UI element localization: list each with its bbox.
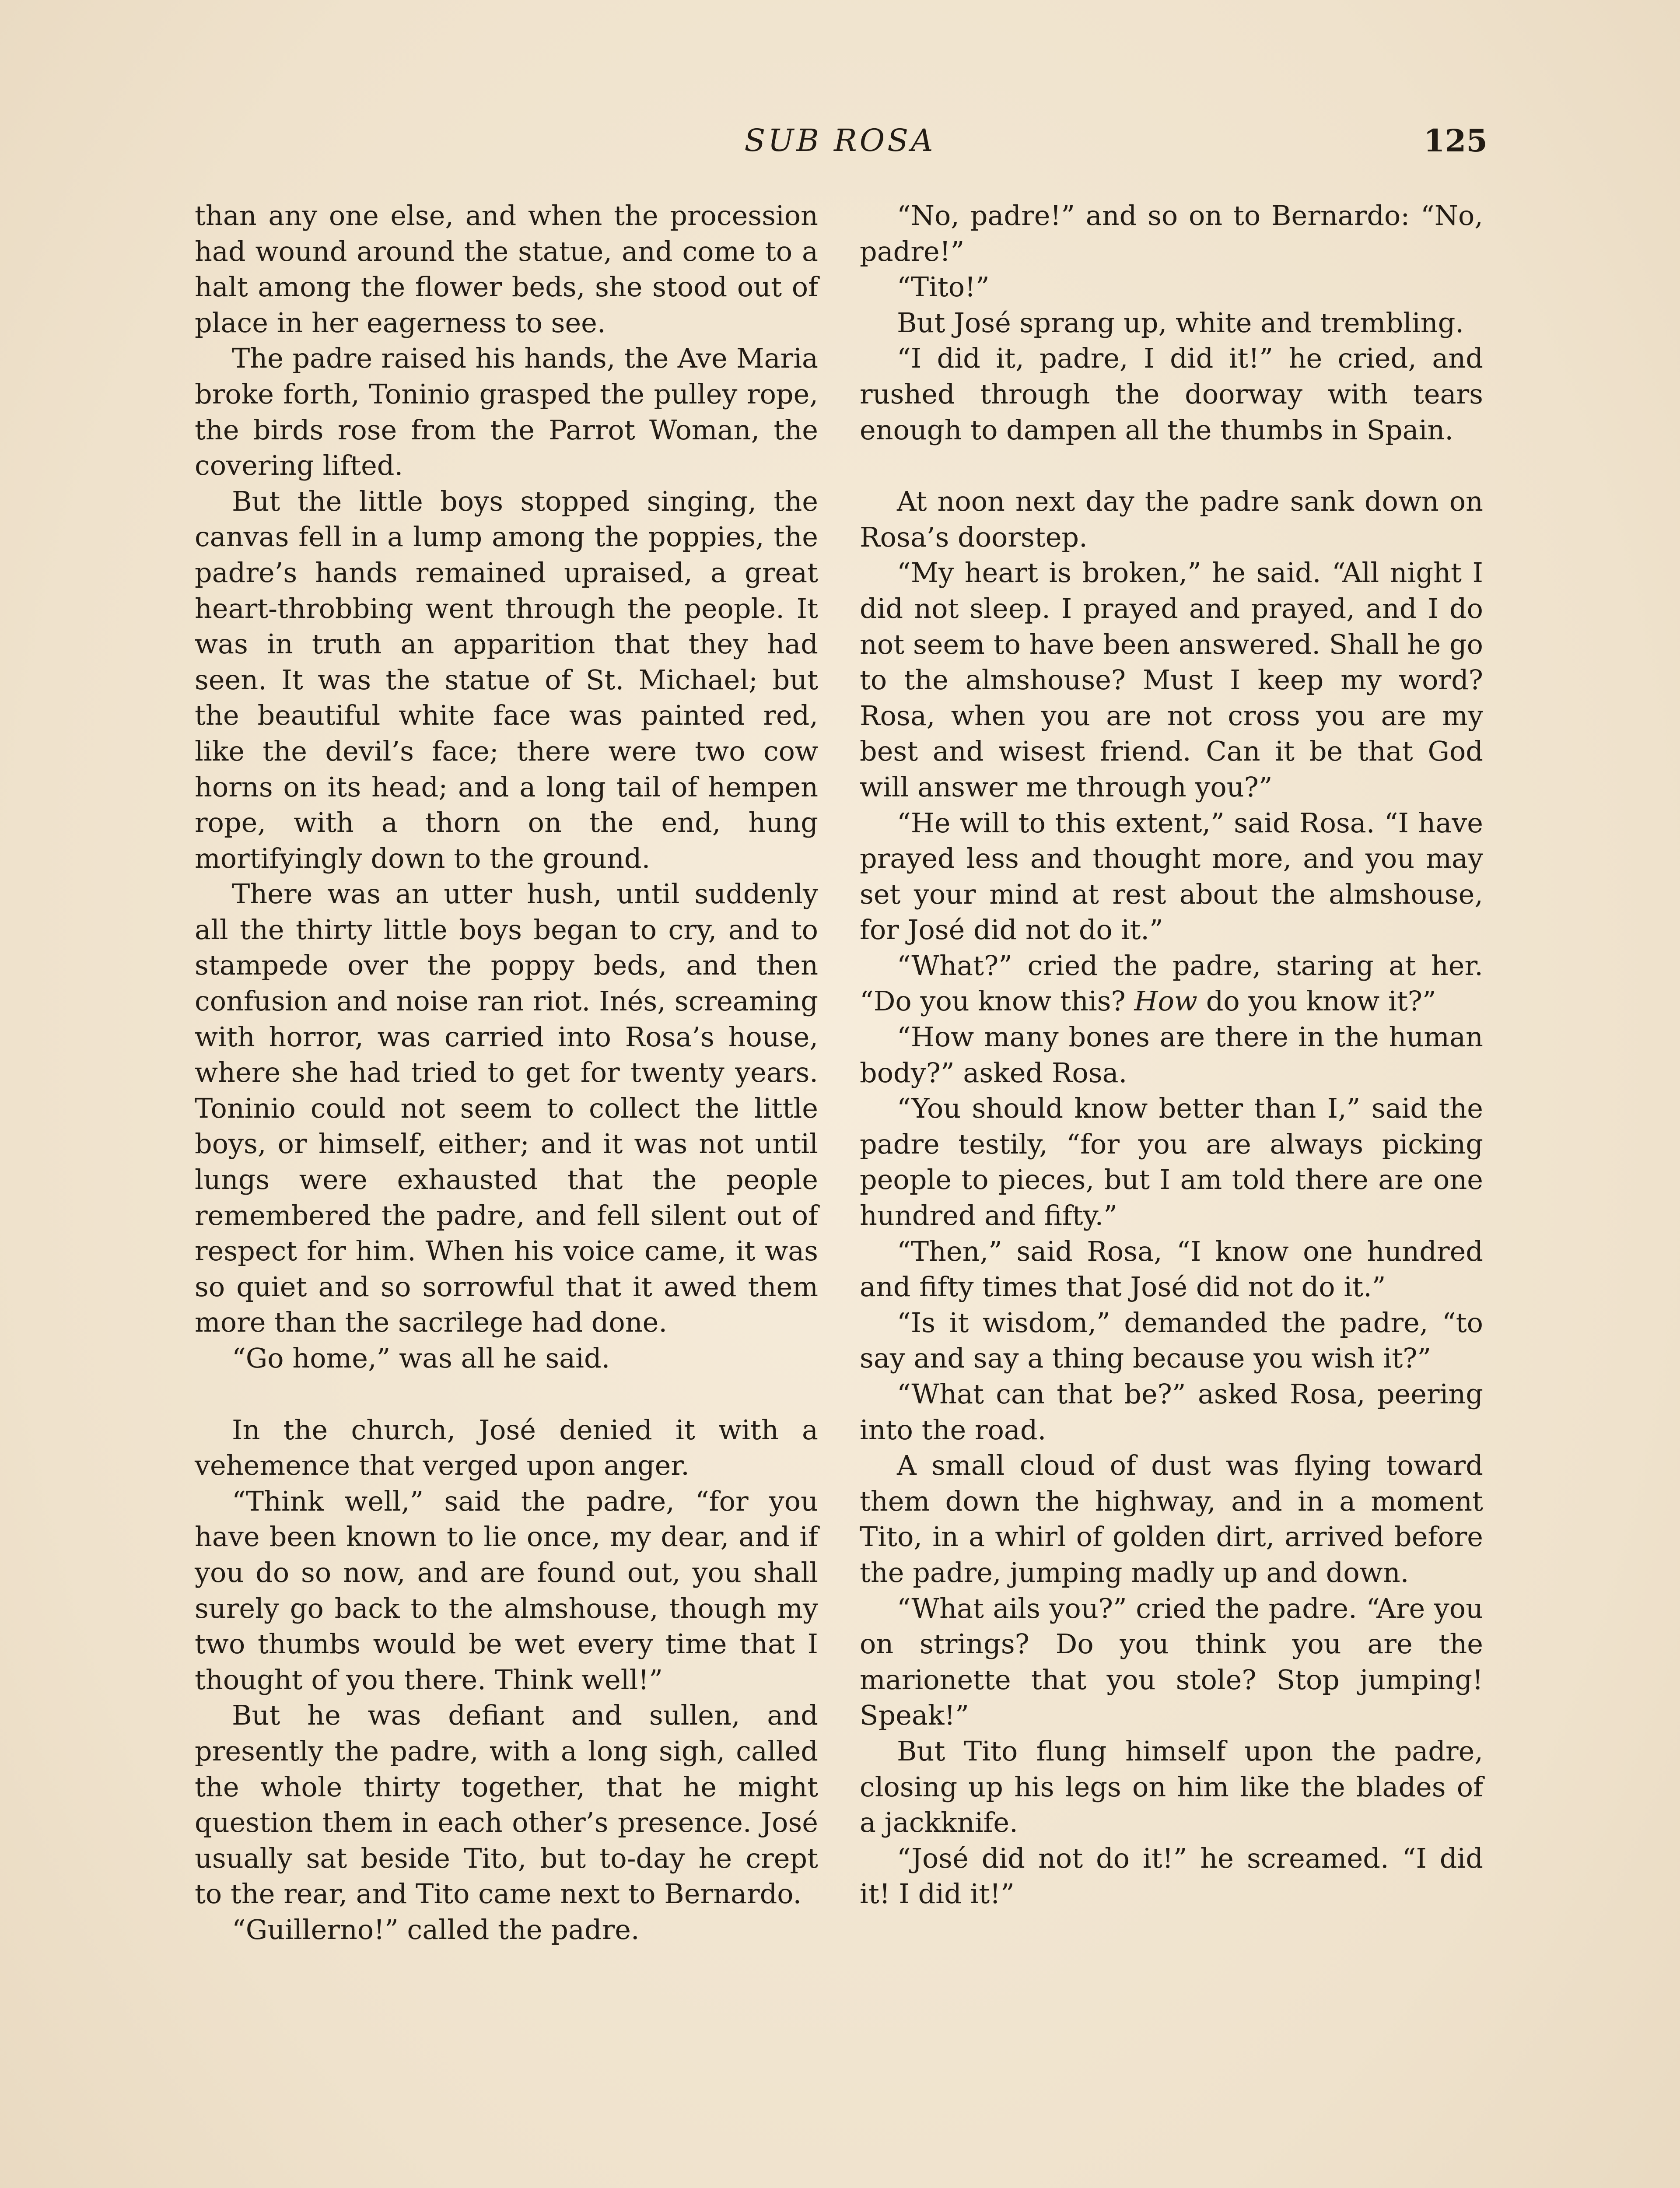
paragraph: “Is it wisdom,” demanded the padre, “to say and say a thing because you wish it?”: [860, 1306, 1483, 1375]
paragraph-text: “What?” cried the padre, staring at her. “Do you know this?: [860, 949, 1483, 1017]
paragraph: The padre raised his hands, the Ave Maria broke forth, Toninio grasped the pulley rope, the birds rose from the Parrot Woman, the covering lifted.: [195, 342, 818, 482]
italic-emphasis: How: [1134, 985, 1197, 1017]
right-column: [860, 198, 1483, 1912]
paragraph: “He will to this extent,” said Rosa. “I have prayed less and thought more, and you may set your mind at rest about the almshouse, for José did not do it.”: [860, 806, 1483, 946]
paragraph: But Tito flung himself upon the padre, closing up his legs on him like the blades of a jackknife.: [860, 1735, 1483, 1839]
paragraph: There was an utter hush, until suddenly all the thirty little boys began to cry, and to stampede over the poppy beds, and then confusion and noise ran riot. Inés, screaming with horror, was carried into Rosa’s house, where she had tried to get for twenty years. Toninio could not seem to collect the little boys, or himself, either; and it was not until lungs were exhausted that the people remembered the padre, and fell silent out of respect for him. When his voice came, it was so quiet and so sorrowful that it awed them more than the sacrilege had done.: [195, 878, 818, 1339]
paragraph: than any one else, and when the procession had wound around the statue, and come to a halt among the flower beds, she stood out of place in her eagerness to see.: [195, 200, 818, 339]
paragraph: “I did it, padre, I did it!” he cried, and rushed through the doorway with tears enough to dampen all the thumbs in Spain.: [860, 342, 1483, 446]
paragraph-text: do you know it?”: [1206, 985, 1436, 1017]
page-header: [192, 119, 1488, 167]
paragraph: “No, padre!” and so on to Bernardo: “No, padre!”: [860, 200, 1483, 267]
paragraph: “You should know better than I,” said the padre testily, “for you are always picking people to pieces, but I am told there are one hundred and fifty.”: [860, 1092, 1483, 1232]
paragraph: [860, 948, 1483, 1019]
paragraph: But José sprang up, white and trembling.: [897, 306, 1464, 339]
left-column: [195, 198, 818, 1948]
paragraph: “Guillerno!” called the padre.: [232, 1913, 640, 1946]
paragraph: “Tito!”: [897, 271, 990, 303]
paragraph: But the little boys stopped singing, the canvas fell in a lump among the poppies, the padre’s hands remained upraised, a great heart-throbbing went through the people. It was in truth an apparition that they had seen. It was the statue of St. Michael; but the beautiful white face was painted red, like the devil’s face; there were two cow horns on its head; and a long tail of hempen rope, with a thorn on the end, hung mortifyingly down to the ground.: [195, 485, 818, 874]
paragraph: “What ails you?” cried the padre. “Are you on strings? Do you think you are the marionette that you stole? Stop jumping! Speak!”: [860, 1592, 1483, 1732]
paragraph: But he was defiant and sullen, and presently the padre, with a long sigh, called the whole thirty together, that he might question them in each other’s presence. José usually sat beside Tito, but to-day he crept to the rear, and Tito came next to Bernardo.: [195, 1699, 818, 1910]
running-title: SUB ROSA: [744, 123, 936, 158]
paragraph: “José did not do it!” he screamed. “I did it! I did it!”: [860, 1842, 1483, 1910]
paragraph: “What can that be?” asked Rosa, peering into the road.: [860, 1378, 1483, 1446]
paragraph: In the church, José denied it with a vehemence that verged upon anger.: [195, 1413, 818, 1482]
paragraph: A small cloud of dust was flying toward them down the highway, and in a moment Tito, in a whirl of golden dirt, arrived before the padre, jumping madly up and down.: [860, 1449, 1483, 1588]
paragraph: “Go home,” was all he said.: [232, 1342, 610, 1374]
paragraph: At noon next day the padre sank down on Rosa’s doorstep.: [860, 485, 1483, 553]
paragraph: “How many bones are there in the human body?” asked Rosa.: [860, 1021, 1483, 1089]
paragraph: “Think well,” said the padre, “for you have been known to lie once, my dear, and if you do so now, and are found out, you shall surely go back to the almshouse, though my two thumbs would be wet every time that I thought of you there. Think well!”: [195, 1485, 818, 1696]
paragraph: “My heart is broken,” he said. “All night I did not sleep. I prayed and prayed, and I do not seem to have been answered. Shall he go to the almshouse? Must I keep my word? Rosa, when you are not cross you are my best and wisest friend. Can it be that God will answer me through you?”: [860, 557, 1483, 803]
paragraph: “Then,” said Rosa, “I know one hundred and fifty times that José did not do it.”: [860, 1235, 1483, 1303]
page-number: 125: [1423, 123, 1488, 159]
